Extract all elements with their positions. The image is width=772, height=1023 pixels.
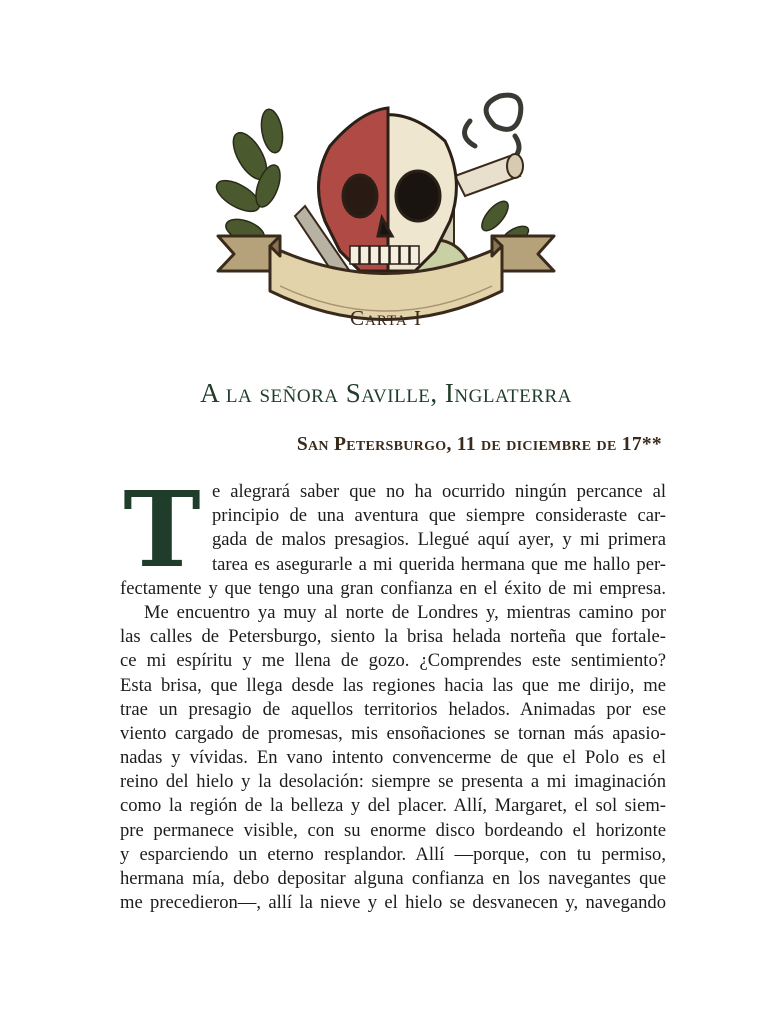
body-line: y esparciendo un eterno resplandor. Allí —porque, con tu permiso, [120, 843, 666, 865]
body-line: viento cargado de promesas, mis ensoñaciones se tornan más apasio- [120, 722, 666, 744]
laurel-leaves-icon [212, 108, 286, 248]
body-line: fectamente y que tengo una gran confianza en el éxito de mi empresa. [120, 577, 666, 599]
letter-recipient-heading: A la señora Saville, Inglaterra [200, 378, 572, 408]
body-line: trae un presagio de aquellos territorios helados. Animadas por ese [120, 698, 666, 720]
body-line: pre permanece visible, con su enorme disco bordeando el horizonte [120, 819, 666, 841]
body-line: como la región de la belleza y del placer. Allí, Margaret, el sol siem- [120, 795, 666, 817]
body-line: Me encuentro ya muy al norte de Londres y, mientras camino por [144, 601, 666, 623]
body-line: las calles de Petersburgo, siento la brisa helada norteña que fortale- [120, 626, 666, 648]
body-line: me precedieron—, allí la nieve y el hielo se desvanecen y, navegando [120, 892, 666, 914]
body-line: ce mi espíritu y me llena de gozo. ¿Comprendes este sentimiento? [120, 650, 666, 672]
body-line: gada de malos presagios. Llegué aquí ayer, y mi primera [212, 529, 666, 551]
drop-cap-letter: T [123, 468, 201, 591]
body-line: tarea es asegurarle a mi querida hermana que me hallo per- [212, 553, 666, 575]
chapter-label: Carta I [350, 306, 422, 330]
skull-icon [319, 108, 457, 271]
body-line: e alegrará saber que no ha ocurrido ningún percance al [212, 481, 666, 502]
letter-dateline: San Petersburgo, 11 de diciembre de 17** [296, 434, 662, 455]
body-line: reino del hielo y la desolación: siempre se presenta a mi imaginación [120, 771, 666, 793]
body-line: principio de una aventura que siempre consideraste car- [212, 505, 666, 527]
letter-body [120, 480, 666, 915]
body-line: hermana mía, debo depositar alguna confianza en los navegantes que [120, 868, 666, 889]
body-line: Esta brisa, que llega desde las regiones hacia las que me dirijo, me [120, 674, 666, 696]
body-line: nadas y vívidas. En vano intento convencerme de que el Polo es el [120, 747, 666, 769]
